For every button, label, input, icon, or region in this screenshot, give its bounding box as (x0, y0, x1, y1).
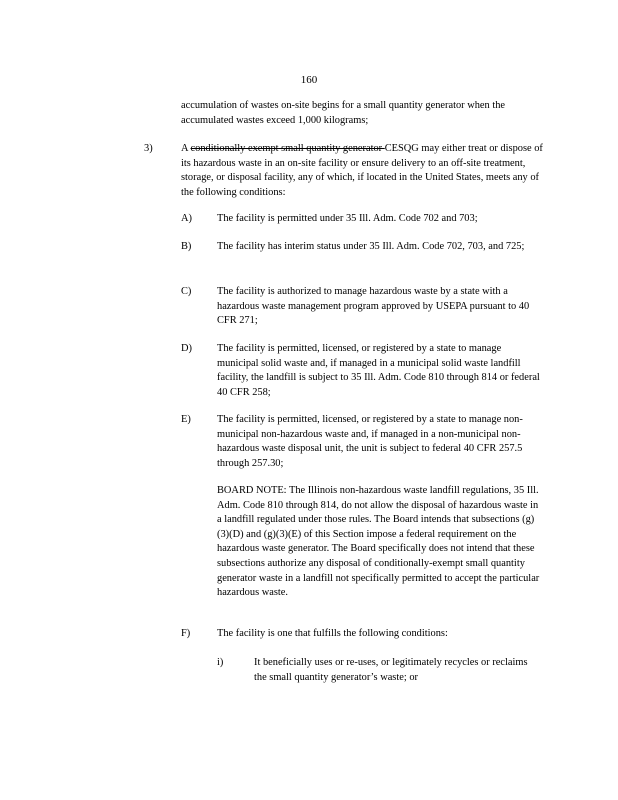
board-note: BOARD NOTE: The Illinois non-hazardous waste landfill regulations, 35 Ill. Adm. Code 810 through 814, do not allow the disposal of hazardous waste in a landfill regulated under those rules. The Board intends that subsections (g)(3)(D) and (g)(3)(E) of this Section impose a federal requirement on the hazardous waste generator. The Board specifically does not intend that these subsections authorize any disposal of conditionally-exempt small quantity generator waste in a landfill not specifically permitted to accept the particular hazardous waste. (217, 485, 540, 599)
struck-text: conditionally exempt small quantity generator (190, 143, 385, 154)
subitem-a-text: The facility is permitted under 35 Ill. Adm. Code 702 and 703; (217, 213, 478, 224)
item-3-prefix: A (181, 143, 191, 154)
subitem-f-label: F) (181, 628, 191, 639)
subitem-c-text: The facility is authorized to manage hazardous waste by a state with a hazardous waste management program approved by USEPA pursuant to 40 CFR 271; (217, 286, 530, 327)
subitem-e-label: E) (181, 414, 191, 425)
subitem-d-text: The facility is permitted, licensed, or registered by a state to manage municipal solid waste and, if managed in a municipal solid waste landfill facility, the landfill is subject to 35 Ill. Adm. Code 810 through 814 or federal 40 CFR 258; (217, 343, 540, 398)
subitem-e-text: The facility is permitted, licensed, or registered by a state to manage non-municipal non-hazardous waste and, if managed in a non-municipal non-hazardous waste disposal unit, the unit is subject to federal 40 CFR 257.5 through 257.30; (217, 414, 523, 469)
item-3-body: CESQG may either treat or dispose of its hazardous waste in an on-site facility or ensure delivery to an off-site treatment, storage, or disposal facility, any of which, if located in the United States, meets any of the following conditions: (181, 143, 543, 198)
subitem-a-label: A) (181, 213, 192, 224)
subitem-d-label: D) (181, 343, 192, 354)
item-3-text (181, 142, 543, 200)
subitem-b-text: The facility has interim status under 35 Ill. Adm. Code 702, 703, and 725; (217, 241, 525, 252)
continuation-paragraph: accumulation of wastes on-site begins for a small quantity generator when the accumulated wastes exceed 1,000 kilograms; (181, 100, 506, 126)
subitem-c-label: C) (181, 286, 192, 297)
subitem-f-i-label: i) (217, 657, 224, 668)
item-3-label: 3) (144, 143, 153, 154)
subitem-f-i-text: It beneficially uses or re-uses, or legitimately recycles or reclaims the small quantity generator’s waste; or (254, 657, 528, 683)
subitem-f-text: The facility is one that fulfills the following conditions: (217, 628, 448, 639)
subitem-b-label: B) (181, 241, 192, 252)
page-number: 160 (300, 74, 318, 86)
